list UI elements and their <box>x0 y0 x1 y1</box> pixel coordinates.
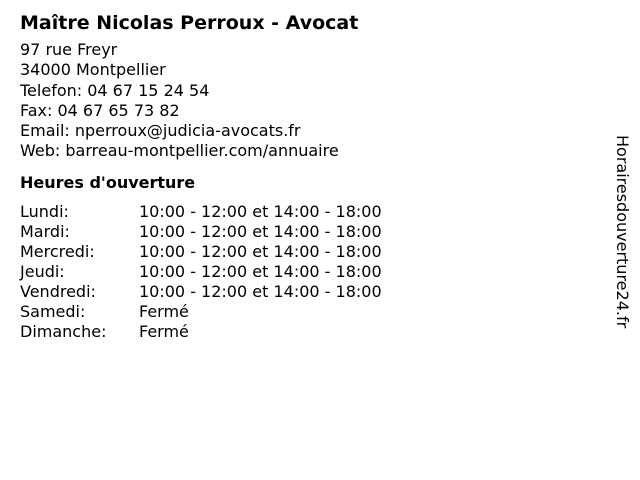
hours-row-monday <box>20 202 600 222</box>
day-hours: 10:00 - 12:00 et 14:00 - 18:00 <box>139 221 382 241</box>
hours-row-thursday <box>20 262 600 282</box>
phone-number: Telefon: 04 67 15 24 54 <box>20 80 210 100</box>
day-hours: 10:00 - 12:00 et 14:00 - 18:00 <box>139 241 382 261</box>
day-label: Vendredi: <box>20 282 96 302</box>
day-label: Jeudi: <box>20 262 65 282</box>
hours-heading: Heures d'ouverture <box>20 172 196 192</box>
day-label: Mercredi: <box>20 241 95 261</box>
email-address: Email: nperroux@judicia-avocats.fr <box>20 121 301 141</box>
fax-number: Fax: 04 67 65 73 82 <box>20 100 180 120</box>
day-hours: 10:00 - 12:00 et 14:00 - 18:00 <box>139 262 382 282</box>
day-label: Lundi: <box>20 201 69 221</box>
day-label: Samedi: <box>20 302 86 322</box>
address-city: 34000 Montpellier <box>20 60 166 80</box>
contact-block <box>20 40 600 162</box>
day-label: Dimanche: <box>20 322 107 342</box>
page-title: Maître Nicolas Perroux - Avocat <box>20 12 359 34</box>
hours-row-sunday <box>20 322 600 342</box>
day-hours: 10:00 - 12:00 et 14:00 - 18:00 <box>139 201 382 221</box>
day-hours: Fermé <box>139 322 189 342</box>
hours-row-wednesday <box>20 242 600 262</box>
opening-hours-table <box>20 202 600 343</box>
business-card <box>20 10 600 342</box>
day-label: Mardi: <box>20 221 70 241</box>
address-street: 97 rue Freyr <box>20 40 118 59</box>
day-hours: Fermé <box>139 302 189 322</box>
site-watermark: Horairesdouverture24.fr <box>613 135 632 329</box>
day-hours: 10:00 - 12:00 et 14:00 - 18:00 <box>139 282 382 302</box>
hours-row-friday <box>20 282 600 302</box>
website: Web: barreau-montpellier.com/annuaire <box>20 141 339 161</box>
hours-row-saturday <box>20 302 600 322</box>
hours-row-tuesday <box>20 222 600 242</box>
